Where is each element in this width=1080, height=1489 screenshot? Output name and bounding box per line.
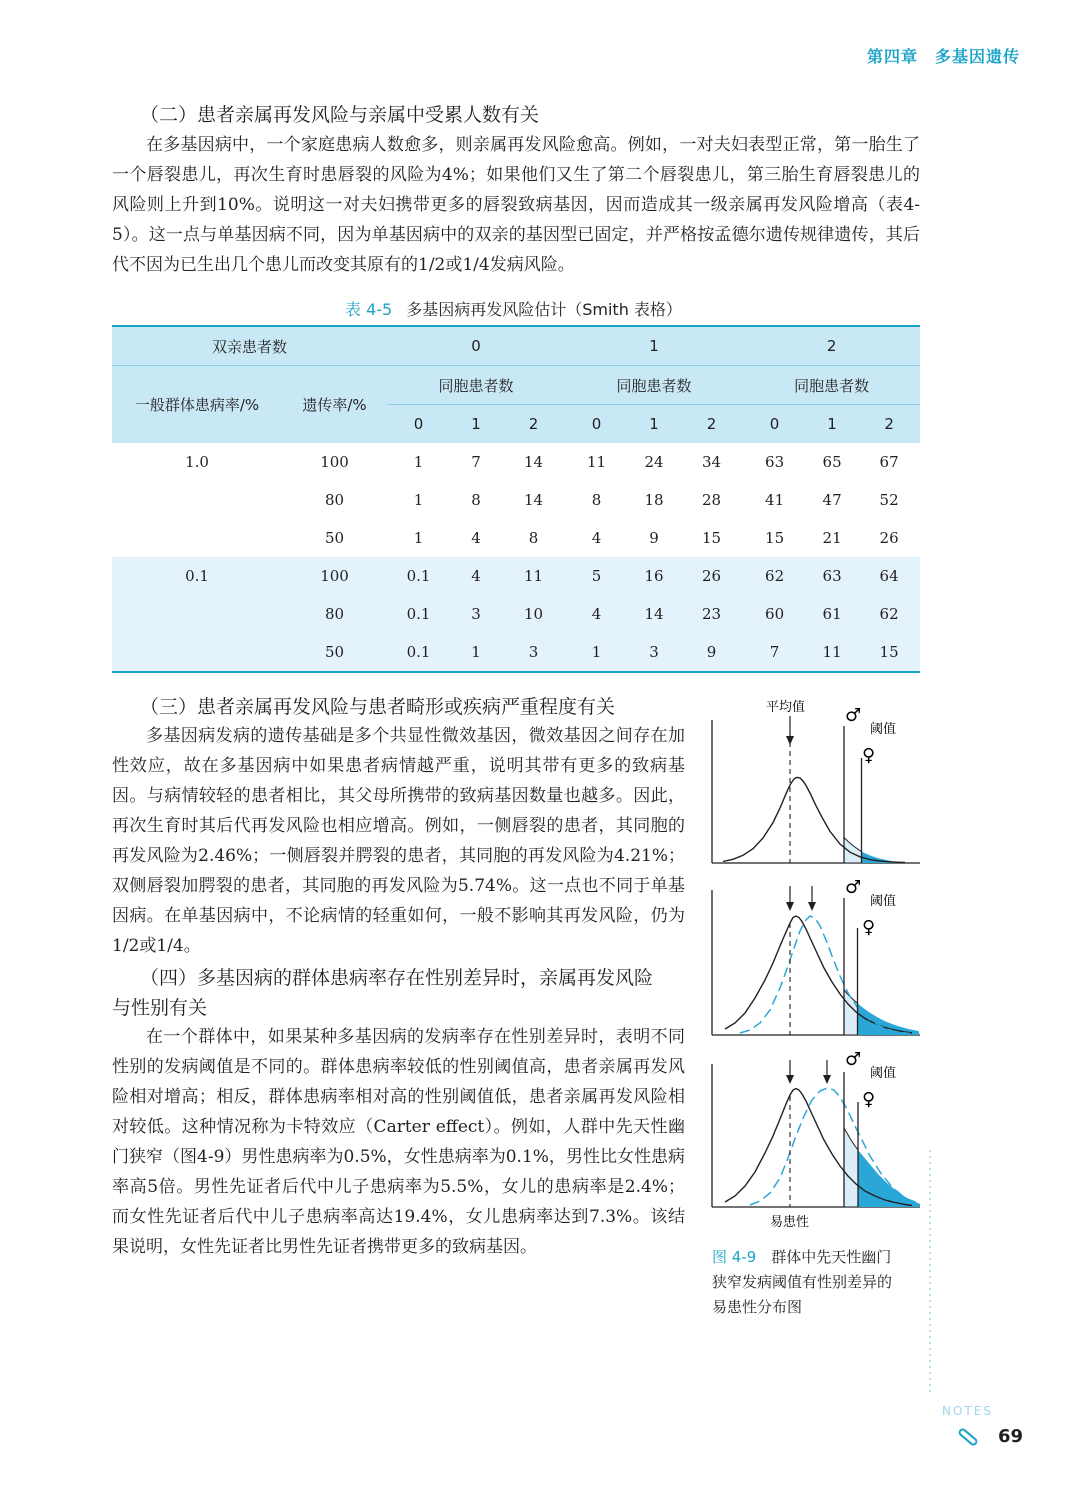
running-head: 第四章 多基因遗传 — [866, 47, 1020, 66]
sib-count-p1-s0: 0 — [565, 405, 628, 444]
x-axis-label: 易患性 — [770, 1215, 810, 1230]
risk-cell: 16 — [628, 557, 680, 595]
table-caption — [345, 297, 682, 320]
smith-table — [112, 325, 920, 673]
risk-cell: 0.1 — [387, 595, 450, 633]
heritability-cell: 80 — [282, 595, 387, 633]
risk-cell: 5 — [565, 557, 628, 595]
section-2-heading: （二）患者亲属再发风险与亲属中受累人数有关 — [140, 104, 540, 126]
risk-cell: 52 — [858, 481, 920, 519]
risk-cell: 11 — [502, 557, 565, 595]
risk-cell: 9 — [628, 519, 680, 557]
risk-cell: 47 — [806, 481, 858, 519]
heritability-label: 遗传率/% — [282, 366, 387, 444]
table-row — [112, 633, 920, 672]
risk-cell: 0.1 — [387, 633, 450, 672]
risk-cell: 1 — [387, 443, 450, 481]
sib-count-p0-s2: 2 — [502, 405, 565, 444]
risk-cell: 21 — [806, 519, 858, 557]
table-row — [112, 443, 920, 481]
threshold-label-3: 阈值 — [870, 1066, 897, 1081]
risk-cell: 11 — [806, 633, 858, 672]
risk-cell: 64 — [858, 557, 920, 595]
incidence-cell: 0.1 — [112, 557, 282, 595]
risk-cell: 10 — [502, 595, 565, 633]
heritability-cell: 50 — [282, 633, 387, 672]
heritability-cell: 50 — [282, 519, 387, 557]
male-symbol-3: ♂ — [845, 1049, 862, 1070]
heritability-cell: 100 — [282, 557, 387, 595]
table-row — [112, 519, 920, 557]
parents-value-2: 2 — [743, 326, 920, 366]
incidence-cell — [112, 519, 282, 557]
female-symbol-1: ♀ — [862, 745, 876, 766]
risk-cell: 61 — [806, 595, 858, 633]
male-symbol-2: ♂ — [845, 877, 862, 898]
parents-value-0: 0 — [387, 326, 565, 366]
tail-shade-light-3 — [844, 1128, 858, 1207]
risk-cell: 63 — [743, 443, 806, 481]
risk-cell: 23 — [680, 595, 743, 633]
risk-cell: 8 — [450, 481, 502, 519]
risk-cell: 7 — [450, 443, 502, 481]
risk-cell: 1 — [565, 633, 628, 672]
risk-cell: 8 — [502, 519, 565, 557]
parents-value-1: 1 — [565, 326, 743, 366]
curve-3-female — [750, 1088, 918, 1205]
risk-cell: 1 — [450, 633, 502, 672]
female-symbol-3: ♀ — [862, 1089, 876, 1110]
risk-cell: 3 — [502, 633, 565, 672]
section-3-paragraph: 多基因病发病的遗传基础是多个共显性微效基因，微效基因之间存在加性效应，故在多基因病中如果患者病情越严重，说明其带有更多的致病基因。与病情较轻的患者相比，其父母所携带的致病基因数量也越多。因此，再次生育时其后代再发风险也相应增高。例如，一侧唇裂的患者，其同胞的再发风险为2.46%；一侧唇裂并腭裂的患者，其同胞的再发风险为4.21%；双侧唇裂加腭裂的患者，其同胞的再发风险为5.74%。这一点也不同于单基因病。在单基因病中，不论病情的轻重如何，一般不影响其再发风险，仍为1/2或1/4。 — [112, 726, 685, 956]
curve-2-male — [725, 916, 912, 1033]
male-symbol-1: ♂ — [845, 705, 862, 726]
heritability-cell: 100 — [282, 443, 387, 481]
incidence-cell: 1.0 — [112, 443, 282, 481]
risk-cell: 62 — [743, 557, 806, 595]
table-body — [112, 443, 920, 672]
risk-cell: 60 — [743, 595, 806, 633]
pen-icon — [955, 1424, 981, 1450]
risk-cell: 4 — [450, 557, 502, 595]
tail-shade-dark-3 — [858, 1150, 920, 1207]
risk-cell: 11 — [565, 443, 628, 481]
risk-cell: 3 — [450, 595, 502, 633]
risk-cell: 0.1 — [387, 557, 450, 595]
header-row-sibs — [112, 366, 920, 405]
risk-cell: 41 — [743, 481, 806, 519]
table-row — [112, 481, 920, 519]
sib-count-p2-s2: 2 — [858, 405, 920, 444]
curve-2-female — [740, 916, 910, 1034]
sibs-label-2: 同胞患者数 — [743, 366, 920, 405]
figure-caption-line2: 狭窄发病阈值有性别差异的 — [712, 1273, 893, 1291]
threshold-label-2: 阈值 — [870, 894, 897, 909]
page-number: 69 — [998, 1426, 1024, 1447]
sib-count-p1-s1: 1 — [628, 405, 680, 444]
risk-cell: 4 — [565, 519, 628, 557]
risk-cell: 14 — [502, 443, 565, 481]
section-4-paragraph: 在一个群体中，如果某种多基因病的发病率存在性别差异时，表明不同性别的发病阈值是不同的。群体患病率较低的性别阈值高，患者亲属再发风险相对增高；相反，群体患病率相对高的性别阈值低，患者亲属再发风险相对较低。这种情况称为卡特效应（Carter effect）。例如，人群中先天性幽门狭窄（图4-9）男性患病率为0.5%，女性患病率为0.1%，男性比女性患病率高5倍。男性先证者后代中儿子患病率为5.5%，女儿的患病率是2.4%；而女性先证者后代中儿子患病率高达19.4%，女儿患病率达到7.3%。该结果说明，女性先证者比男性先证者携带更多的致病基因。 — [112, 1027, 685, 1257]
risk-cell: 14 — [502, 481, 565, 519]
panel-3 — [712, 1049, 920, 1230]
sib-count-p0-s1: 1 — [450, 405, 502, 444]
panel-1 — [712, 699, 920, 863]
risk-cell: 28 — [680, 481, 743, 519]
notes-label: NOTES — [942, 1404, 993, 1418]
risk-cell: 65 — [806, 443, 858, 481]
table-row — [112, 557, 920, 595]
panel-2 — [712, 877, 920, 1035]
heritability-cell: 80 — [282, 481, 387, 519]
figure-caption-line3: 易患性分布图 — [712, 1298, 803, 1316]
sibs-label-1: 同胞患者数 — [565, 366, 743, 405]
section-4-heading-line2: 与性别有关 — [112, 997, 208, 1019]
figure-number: 图 4-9 — [712, 1248, 757, 1266]
sib-count-p2-s0: 0 — [743, 405, 806, 444]
sib-count-p0-s0: 0 — [387, 405, 450, 444]
parents-label: 双亲患者数 — [112, 326, 387, 366]
risk-cell: 7 — [743, 633, 806, 672]
risk-cell: 3 — [628, 633, 680, 672]
risk-cell: 8 — [565, 481, 628, 519]
table-number: 表 4-5 — [345, 300, 393, 319]
risk-cell: 4 — [565, 595, 628, 633]
risk-cell: 63 — [806, 557, 858, 595]
female-symbol-2: ♀ — [862, 917, 876, 938]
risk-cell: 15 — [858, 633, 920, 672]
sib-count-p2-s1: 1 — [806, 405, 858, 444]
notes-dotted-line — [925, 1150, 935, 1430]
incidence-cell — [112, 481, 282, 519]
risk-cell: 62 — [858, 595, 920, 633]
section-2-paragraph: 在多基因病中，一个家庭患病人数愈多，则亲属再发风险愈高。例如，一对夫妇表型正常，第一胎生了一个唇裂患儿，再次生育时患唇裂的风险为4%；如果他们又生了第二个唇裂患儿，第三胎生育唇裂患儿的风险则上升到10%。说明这一对夫妇携带更多的唇裂致病基因，因而造成其一级亲属再发风险增高（表4-5）。这一点与单基因病不同，因为单基因病中的双亲的基因型已固定，并严格按孟德尔遗传规律遗传，其后代不因为已生出几个患儿而改变其原有的1/2或1/4发病风险。 — [112, 135, 920, 275]
risk-cell: 14 — [628, 595, 680, 633]
risk-cell: 18 — [628, 481, 680, 519]
sibs-label-0: 同胞患者数 — [387, 366, 565, 405]
table-row — [112, 595, 920, 633]
mean-label: 平均值 — [766, 700, 806, 715]
table-title: 多基因病再发风险估计（Smith 表格） — [406, 300, 682, 319]
risk-cell: 15 — [680, 519, 743, 557]
risk-cell: 24 — [628, 443, 680, 481]
sib-count-p1-s2: 2 — [680, 405, 743, 444]
risk-cell: 67 — [858, 443, 920, 481]
figure-caption — [712, 1245, 932, 1320]
risk-cell: 26 — [680, 557, 743, 595]
header-row-parents — [112, 326, 920, 366]
liability-figure — [700, 688, 932, 1236]
risk-cell: 15 — [743, 519, 806, 557]
risk-cell: 4 — [450, 519, 502, 557]
incidence-label: 一般群体患病率/% — [112, 366, 282, 444]
risk-cell: 9 — [680, 633, 743, 672]
risk-cell: 1 — [387, 519, 450, 557]
risk-cell: 1 — [387, 481, 450, 519]
risk-cell: 34 — [680, 443, 743, 481]
figure-caption-line1: 群体中先天性幽门 — [771, 1248, 892, 1266]
incidence-cell — [112, 633, 282, 672]
section-3-heading: （三）患者亲属再发风险与患者畸形或疾病严重程度有关 — [140, 696, 616, 718]
threshold-label-1: 阈值 — [870, 722, 897, 737]
risk-cell: 26 — [858, 519, 920, 557]
incidence-cell — [112, 595, 282, 633]
curve-1 — [723, 777, 905, 862]
section-4-heading-line1: （四）多基因病的群体患病率存在性别差异时，亲属再发风险 — [140, 967, 654, 989]
